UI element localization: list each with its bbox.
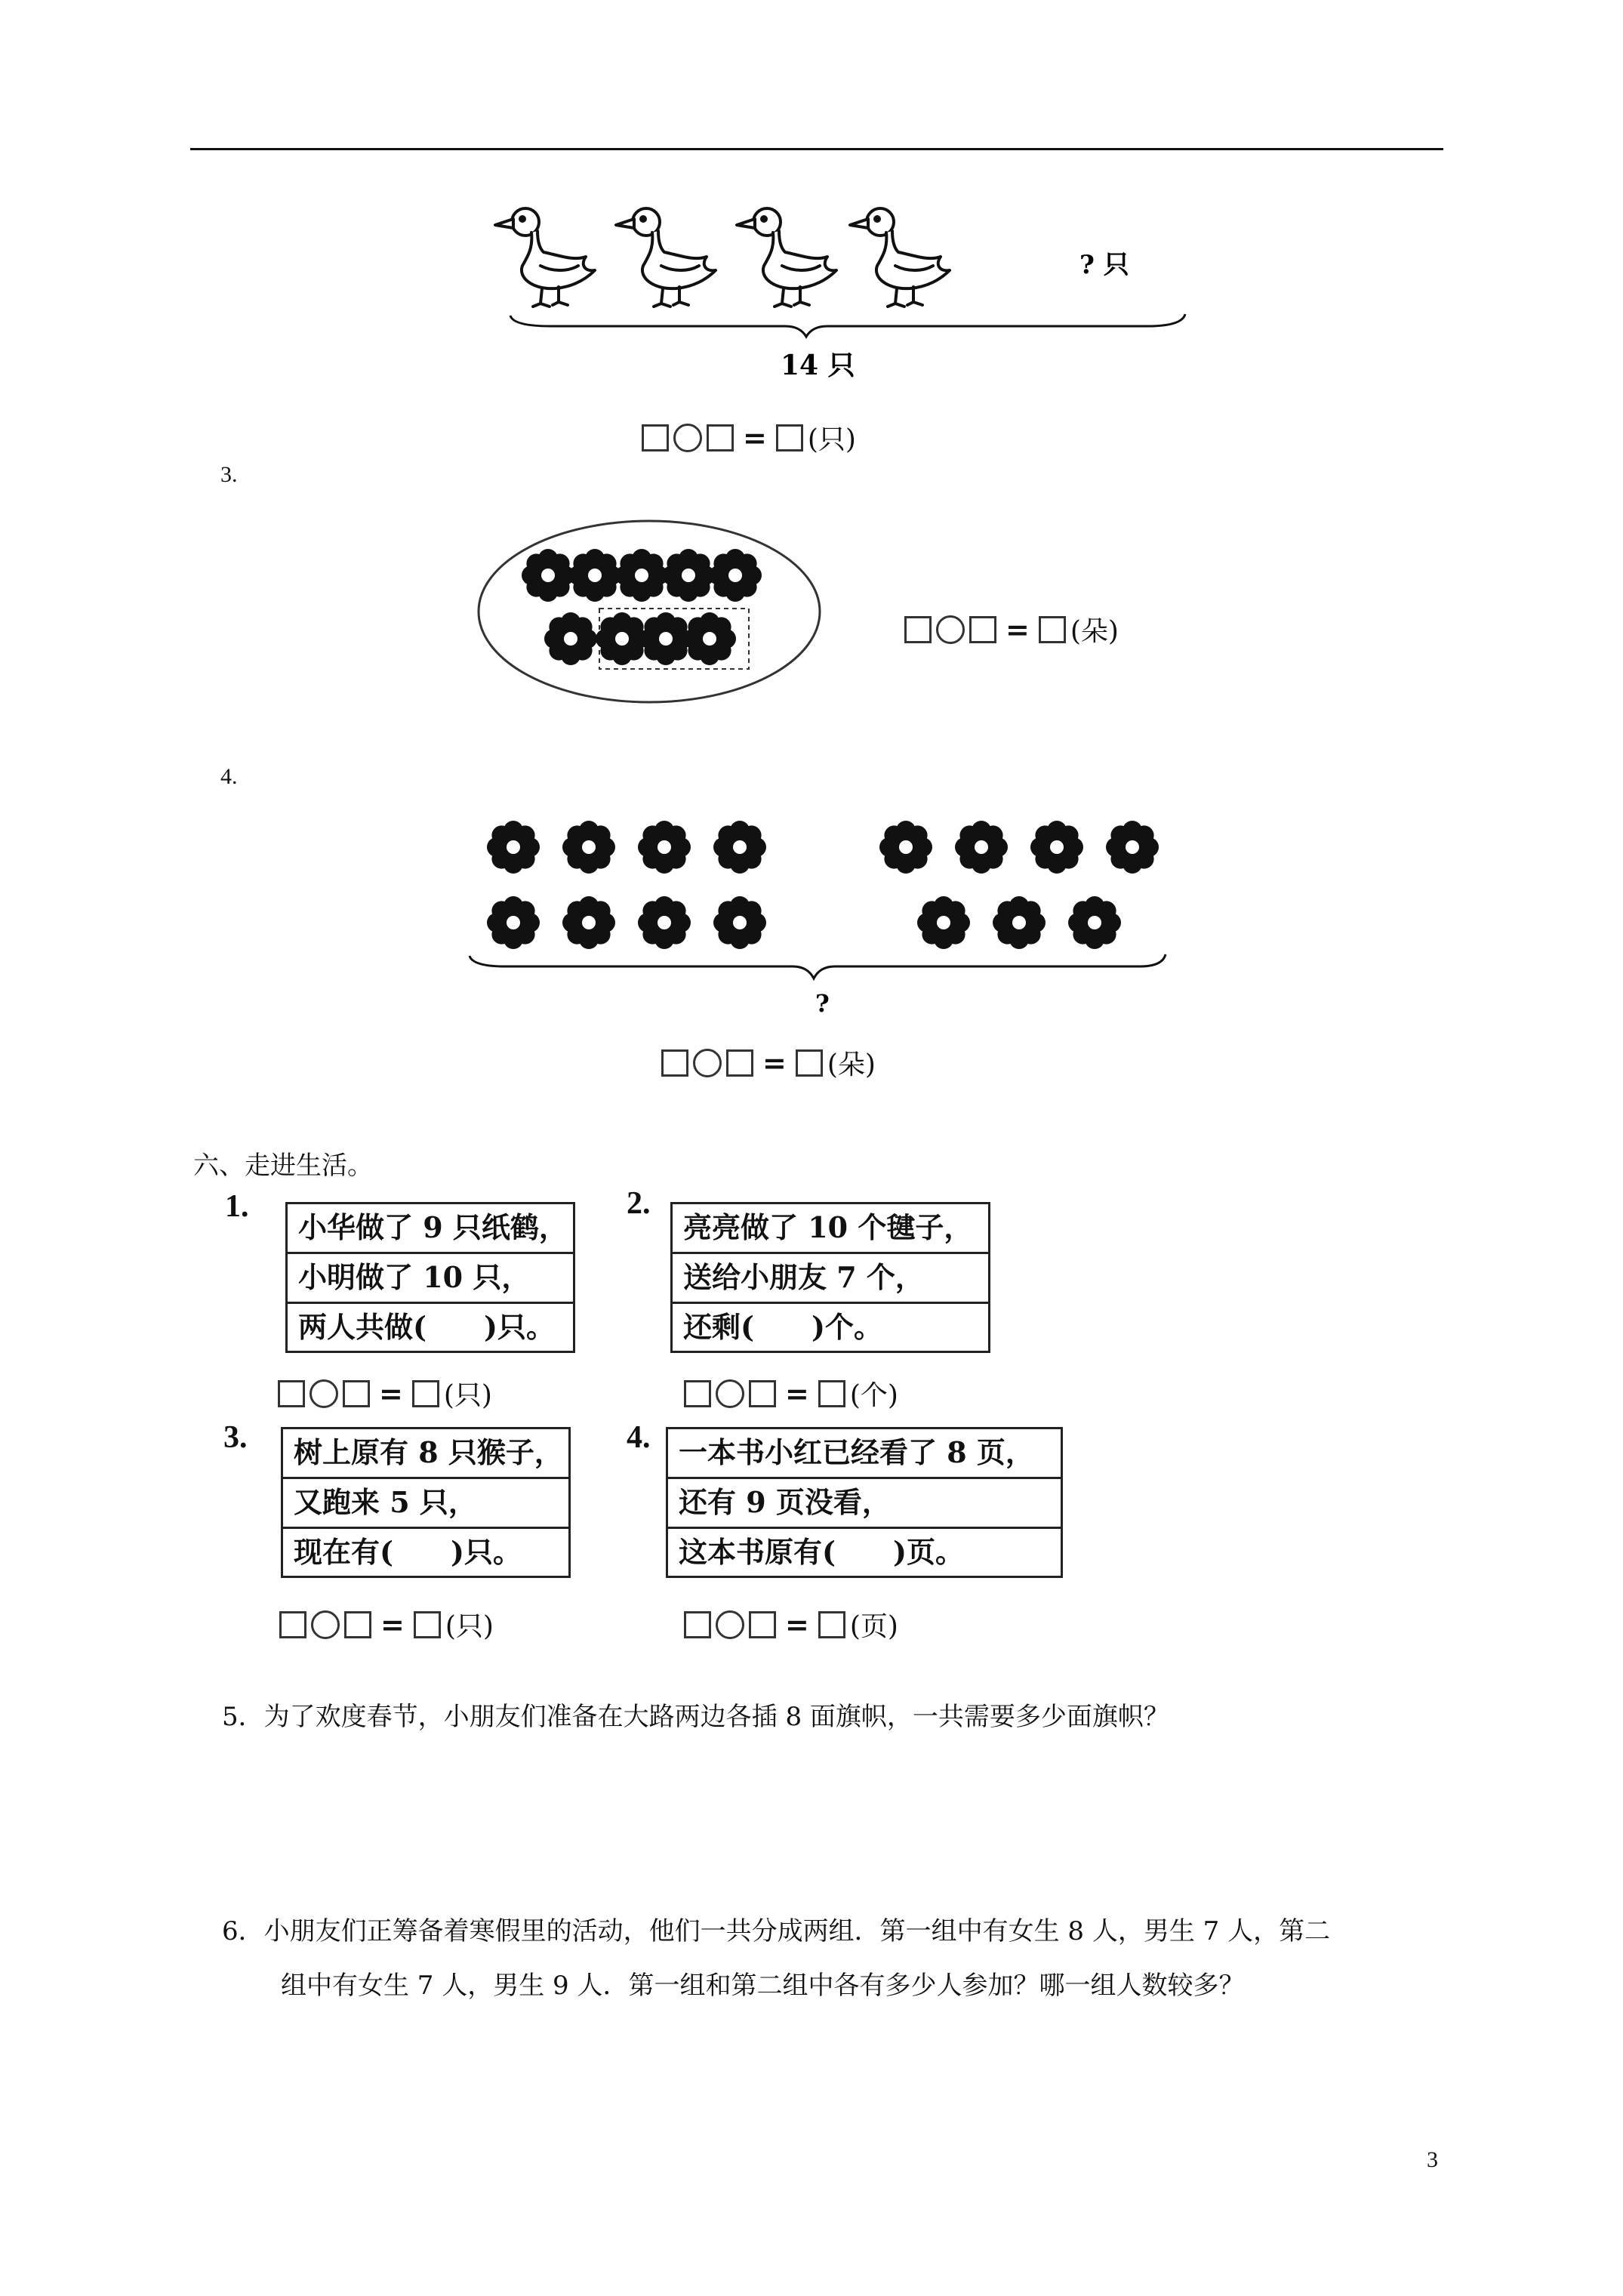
unit-label: (只) xyxy=(807,424,856,455)
problem-1-number: 1. xyxy=(225,1189,249,1224)
problem-4-number: 4. xyxy=(627,1420,651,1455)
page-number: 3 xyxy=(1427,2147,1438,2172)
question-number-4: 4. xyxy=(220,764,238,789)
problem-line: 还有 9 页没看， xyxy=(668,1479,1061,1529)
ducks-figure xyxy=(483,189,1193,400)
problem-3-number: 3. xyxy=(223,1420,248,1455)
duck-1 xyxy=(495,208,595,307)
problem-line: 小华做了 9 只纸鹤， xyxy=(288,1204,573,1254)
unit-label: (朵) xyxy=(1070,616,1119,647)
answer-box[interactable] xyxy=(749,1380,776,1407)
answer-box[interactable] xyxy=(661,1049,688,1077)
result-box[interactable] xyxy=(414,1611,441,1638)
problem-line: 小明做了 10 只， xyxy=(288,1254,573,1304)
unit-label: (朵) xyxy=(827,1049,876,1080)
problem-line: 亮亮做了 10 个毽子， xyxy=(673,1204,988,1254)
equals-sign: = xyxy=(743,421,767,455)
ducks-total-label: 14 只 xyxy=(781,350,855,381)
answer-box[interactable] xyxy=(904,616,932,643)
equation-problem-2 xyxy=(684,1374,898,1413)
result-box[interactable] xyxy=(818,1611,845,1638)
answer-box[interactable] xyxy=(344,1611,371,1638)
question-number-3: 3. xyxy=(220,462,238,487)
problem-line: 树上原有 8 只猴子， xyxy=(283,1429,568,1479)
operator-circle[interactable] xyxy=(716,1379,744,1408)
equals-sign: = xyxy=(762,1046,787,1080)
answer-box[interactable] xyxy=(684,1380,711,1407)
answer-box[interactable] xyxy=(969,616,996,643)
result-box[interactable] xyxy=(796,1049,823,1077)
flower-set-ellipse xyxy=(479,521,820,702)
problem-line: 送给小朋友 7 个， xyxy=(673,1254,988,1304)
answer-box[interactable] xyxy=(707,424,734,451)
equals-sign: = xyxy=(1006,612,1030,646)
unit-label: (个) xyxy=(849,1380,898,1411)
question-6-line-2: 组中有女生 7 人，男生 9 人．第一组和第二组中各有多少人参加？哪一组人数较多？ xyxy=(281,1971,1245,2001)
question-5: 5．为了欢度春节，小朋友们准备在大路两边各插 8 面旗帜，一共需要多少面旗帜？ xyxy=(222,1702,1169,1732)
result-box[interactable] xyxy=(412,1380,439,1407)
answer-box[interactable] xyxy=(749,1611,776,1638)
equals-sign: = xyxy=(785,1607,809,1641)
problem-1-box xyxy=(285,1202,575,1353)
unit-label: (只) xyxy=(445,1611,494,1642)
equation-problem-4 xyxy=(684,1605,898,1644)
unit-label: (页) xyxy=(849,1611,898,1642)
brace-ducks xyxy=(510,314,1185,337)
problem-line: 现在有( )只。 xyxy=(294,1535,522,1569)
question-6-line-1: 6．小朋友们正筹备着寒假里的活动，他们一共分成两组．第一组中有女生 8 人，男生 7 人，第二 xyxy=(222,1916,1331,1946)
problem-line: 这本书原有( )页。 xyxy=(679,1535,964,1569)
operator-circle[interactable] xyxy=(673,424,702,452)
result-box[interactable] xyxy=(818,1380,845,1407)
equation-problem-1 xyxy=(278,1374,492,1413)
problem-line: 又跑来 5 只， xyxy=(283,1479,568,1529)
answer-box[interactable] xyxy=(343,1380,370,1407)
answer-box[interactable] xyxy=(642,424,669,451)
operator-circle[interactable] xyxy=(693,1049,722,1077)
problem-line: 还剩( )个。 xyxy=(683,1310,882,1344)
duck-2 xyxy=(616,208,716,307)
q4-flowers-figure xyxy=(460,808,1170,1027)
answer-box[interactable] xyxy=(684,1611,711,1638)
unit-label: (只) xyxy=(443,1380,492,1411)
operator-circle[interactable] xyxy=(936,615,965,644)
q3-flowers-figure xyxy=(473,515,827,711)
equals-sign: = xyxy=(379,1376,403,1410)
result-box[interactable] xyxy=(1039,616,1066,643)
brace-flowers xyxy=(470,954,1166,978)
duck-3 xyxy=(737,208,836,307)
ducks-unknown-label: ? 只 xyxy=(1079,250,1129,280)
problem-line: 两人共做( )只。 xyxy=(298,1310,555,1344)
top-rule xyxy=(190,148,1443,150)
problem-2-number: 2. xyxy=(627,1186,651,1221)
problem-3-box xyxy=(281,1427,571,1578)
equals-sign: = xyxy=(785,1376,809,1410)
equation-q4 xyxy=(661,1043,876,1082)
operator-circle[interactable] xyxy=(311,1610,340,1639)
equation-problem-3 xyxy=(279,1605,494,1644)
q4-question-mark: ? xyxy=(815,989,830,1018)
equation-ducks xyxy=(642,418,856,457)
section-6-title: 六、走进生活。 xyxy=(193,1151,373,1181)
problem-line: 一本书小红已经看了 8 页， xyxy=(668,1429,1061,1479)
equation-q3 xyxy=(904,610,1119,649)
operator-circle[interactable] xyxy=(716,1610,744,1639)
problem-2-box xyxy=(670,1202,990,1353)
answer-box[interactable] xyxy=(726,1049,753,1077)
problem-4-box xyxy=(666,1427,1063,1578)
duck-4 xyxy=(850,208,950,307)
answer-box[interactable] xyxy=(279,1611,306,1638)
result-box[interactable] xyxy=(776,424,803,451)
equals-sign: = xyxy=(380,1607,405,1641)
operator-circle[interactable] xyxy=(310,1379,338,1408)
answer-box[interactable] xyxy=(278,1380,305,1407)
